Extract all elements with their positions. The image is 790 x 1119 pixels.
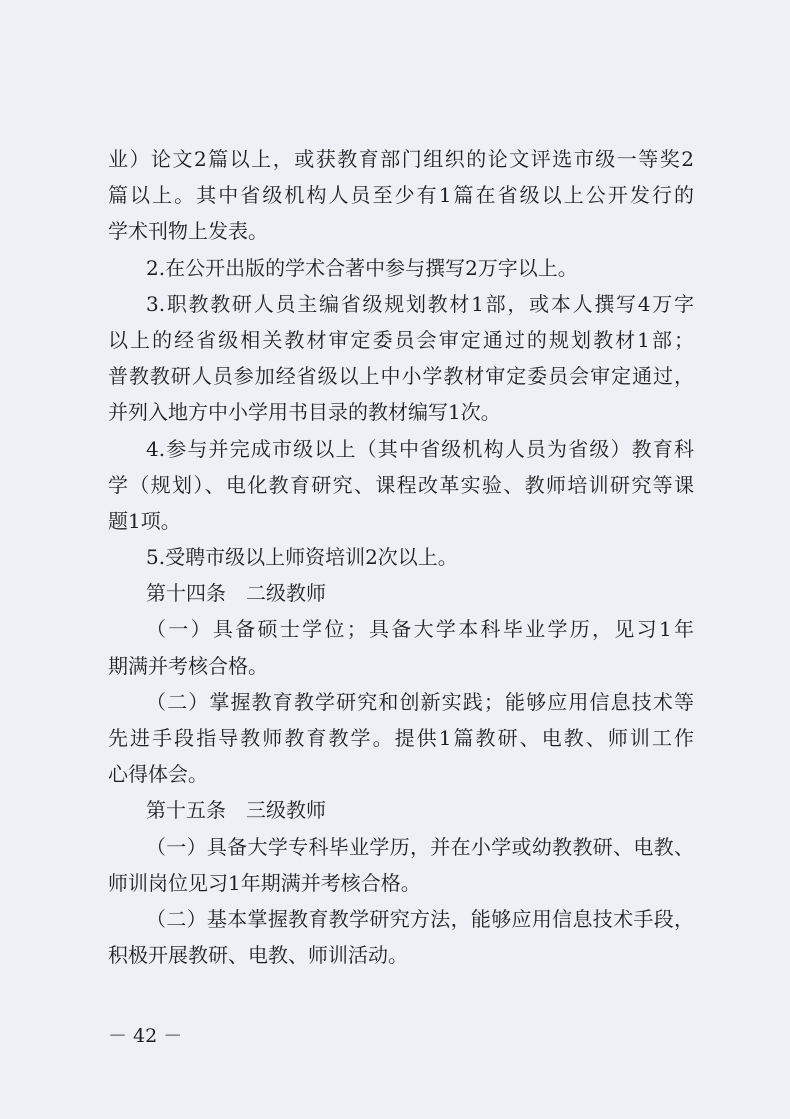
text-line: （一）具备硕士学位；具备大学本科毕业学历，见习1年 [146, 617, 694, 642]
text-line: 心得体会。 [108, 762, 208, 787]
text-line: 2.在公开出版的学术合著中参与撰写2万字以上。 [146, 255, 578, 280]
page-number: － 42 － [108, 1025, 183, 1047]
text-line: （一）具备大学专科毕业学历，并在小学或幼教教研、电教、 [146, 834, 694, 859]
text-line: 并列入地方中小学用书目录的教材编写1次。 [108, 400, 501, 425]
text-line: 业）论文2篇以上，或获教育部门组织的论文评选市级一等奖2 [108, 147, 694, 171]
text-line: 第十四条 二级教师 [146, 581, 326, 606]
text-line: 第十五条 三级教师 [146, 798, 326, 823]
text-line: 篇以上。其中省级机构人员至少有1篇在省级以上公开发行的 [108, 183, 694, 208]
text-line: 先进手段指导教师教育教学。提供1篇教研、电教、师训工作 [108, 726, 694, 750]
body-text [108, 141, 694, 973]
text-line: 师训岗位见习1年期满并考核合格。 [108, 870, 421, 895]
text-line: 积极开展教研、电教、师训活动。 [108, 943, 408, 968]
text-line: （二）基本掌握教育教学研究方法，能够应用信息技术手段， [146, 906, 694, 931]
text-line: 4.参与并完成市级以上（其中省级机构人员为省级）教育科 [146, 436, 694, 461]
text-line: 期满并考核合格。 [108, 653, 268, 678]
text-line: （二）掌握教育教学研究和创新实践；能够应用信息技术等 [146, 689, 694, 714]
text-line: 5.受聘市级以上师资培训2次以上。 [146, 545, 458, 570]
text-line: 题1项。 [108, 508, 181, 533]
text-line: 普教教研人员参加经省级以上中小学教材审定委员会审定通过， [108, 364, 694, 389]
text-line: 3.职教教研人员主编省级规划教材1部，或本人撰写4万字 [146, 291, 694, 316]
text-line: 以上的经省级相关教材审定委员会审定通过的规划教材1部； [108, 327, 694, 352]
text-line: 学（规划）、电化教育研究、课程改革实验、教师培训研究等课 [108, 472, 694, 497]
text-line: 学术刊物上发表。 [108, 219, 268, 244]
